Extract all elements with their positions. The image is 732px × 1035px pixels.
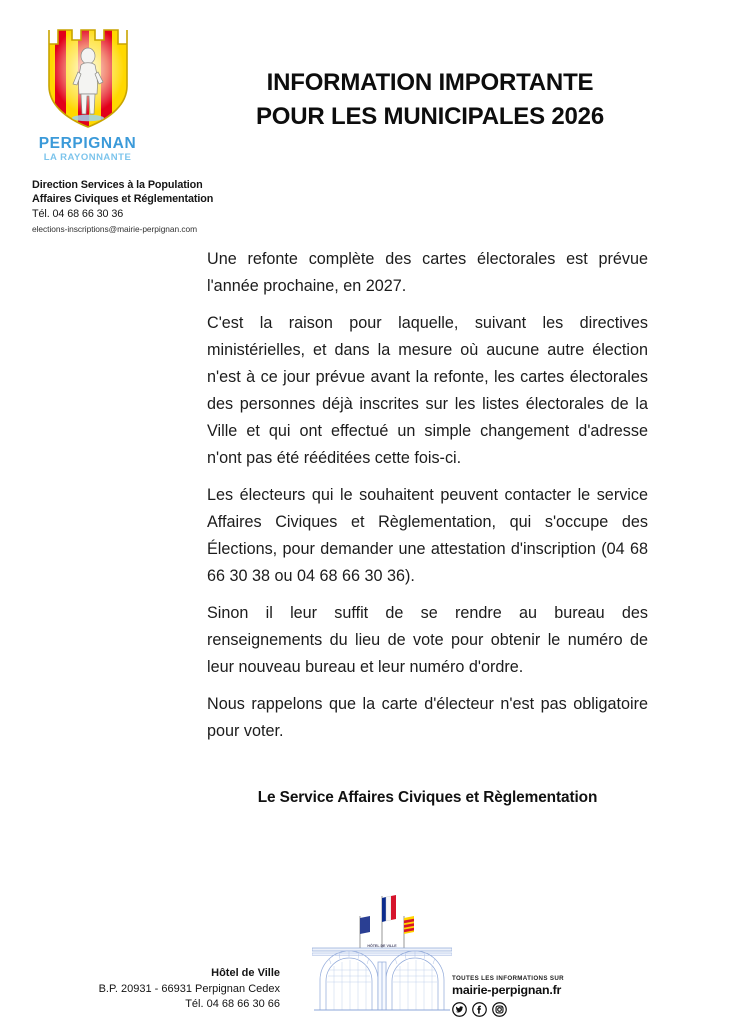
building-label: HÔTEL DE VILLE — [367, 944, 397, 948]
french-flag — [382, 895, 396, 922]
perpignan-logo — [30, 28, 145, 164]
body-paragraph: Une refonte complète des cartes électorales est prévue l'année prochaine, en 2027. — [207, 250, 648, 295]
department-email: elections-inscriptions@mairie-perpignan.com — [32, 223, 198, 234]
footer-web-block — [452, 975, 622, 1017]
social-links — [452, 1002, 622, 1017]
document-header — [0, 0, 732, 234]
footer-address-phone: Tél. 04 68 66 30 66 — [185, 998, 280, 1011]
department-phone: Tél. 04 68 66 30 36 — [32, 207, 124, 220]
department-line-2: Affaires Civiques et Réglementation — [32, 193, 214, 206]
body-paragraph: Sinon il leur suffit de se rendre au bureau des renseignements du lieu de vote pour obtenir le numéro de leur nouveau bureau et leur numéro d'ordre. — [207, 604, 648, 676]
document-footer — [0, 880, 732, 1035]
footer-web-kicker: TOUTES LES INFORMATIONS SUR — [452, 975, 565, 982]
footer-address — [40, 966, 280, 1013]
brand-name: PERPIGNAN — [38, 135, 137, 152]
body-paragraph: Les électeurs qui le souhaitent peuvent contacter le service Affaires Civiques et Règlementation, qui s'occupe des Élections, pour demander une attestation d'inscription (04 68 66 30 38 ou 04 68 66 30 36). — [207, 486, 648, 585]
signature-line: Le Service Affaires Civiques et Règlementation — [257, 789, 598, 806]
document-body — [207, 246, 648, 745]
title-line-1: INFORMATION IMPORTANTE — [266, 69, 594, 96]
department-info — [32, 178, 242, 235]
european-flag — [360, 916, 370, 934]
body-paragraph: Nous rappelons que la carte d'électeur n'est pas obligatoire pour voter. — [207, 695, 648, 740]
instagram-icon[interactable] — [492, 1002, 507, 1017]
hotel-de-ville-illustration — [312, 888, 452, 1013]
twitter-icon[interactable] — [452, 1002, 467, 1017]
brand-tagline: LA RAYONNANTE — [43, 152, 132, 164]
catalan-flag — [404, 916, 414, 934]
footer-address-line: B.P. 20931 - 66931 Perpignan Cedex — [98, 982, 280, 995]
coat-of-arms-icon — [45, 28, 131, 132]
page-title — [180, 66, 680, 134]
title-line-2: POUR LES MUNICIPALES 2026 — [256, 103, 604, 131]
department-line-1: Direction Services à la Population — [32, 179, 203, 191]
footer-address-name: Hôtel de Ville — [211, 967, 280, 979]
facebook-icon[interactable] — [472, 1002, 487, 1017]
body-paragraph: C'est la raison pour laquelle, suivant les directives ministérielles, et dans la mesure où aucune autre élection n'est à ce jour prévue avant la refonte, les cartes électorales des personnes déjà inscrites sur les listes électorales de la Ville et qui ont effectué un simple changement d'adresse n'ont pas été rééditées cette fois-ci. — [207, 314, 648, 467]
footer-web-url[interactable]: mairie-perpignan.fr — [452, 983, 562, 998]
